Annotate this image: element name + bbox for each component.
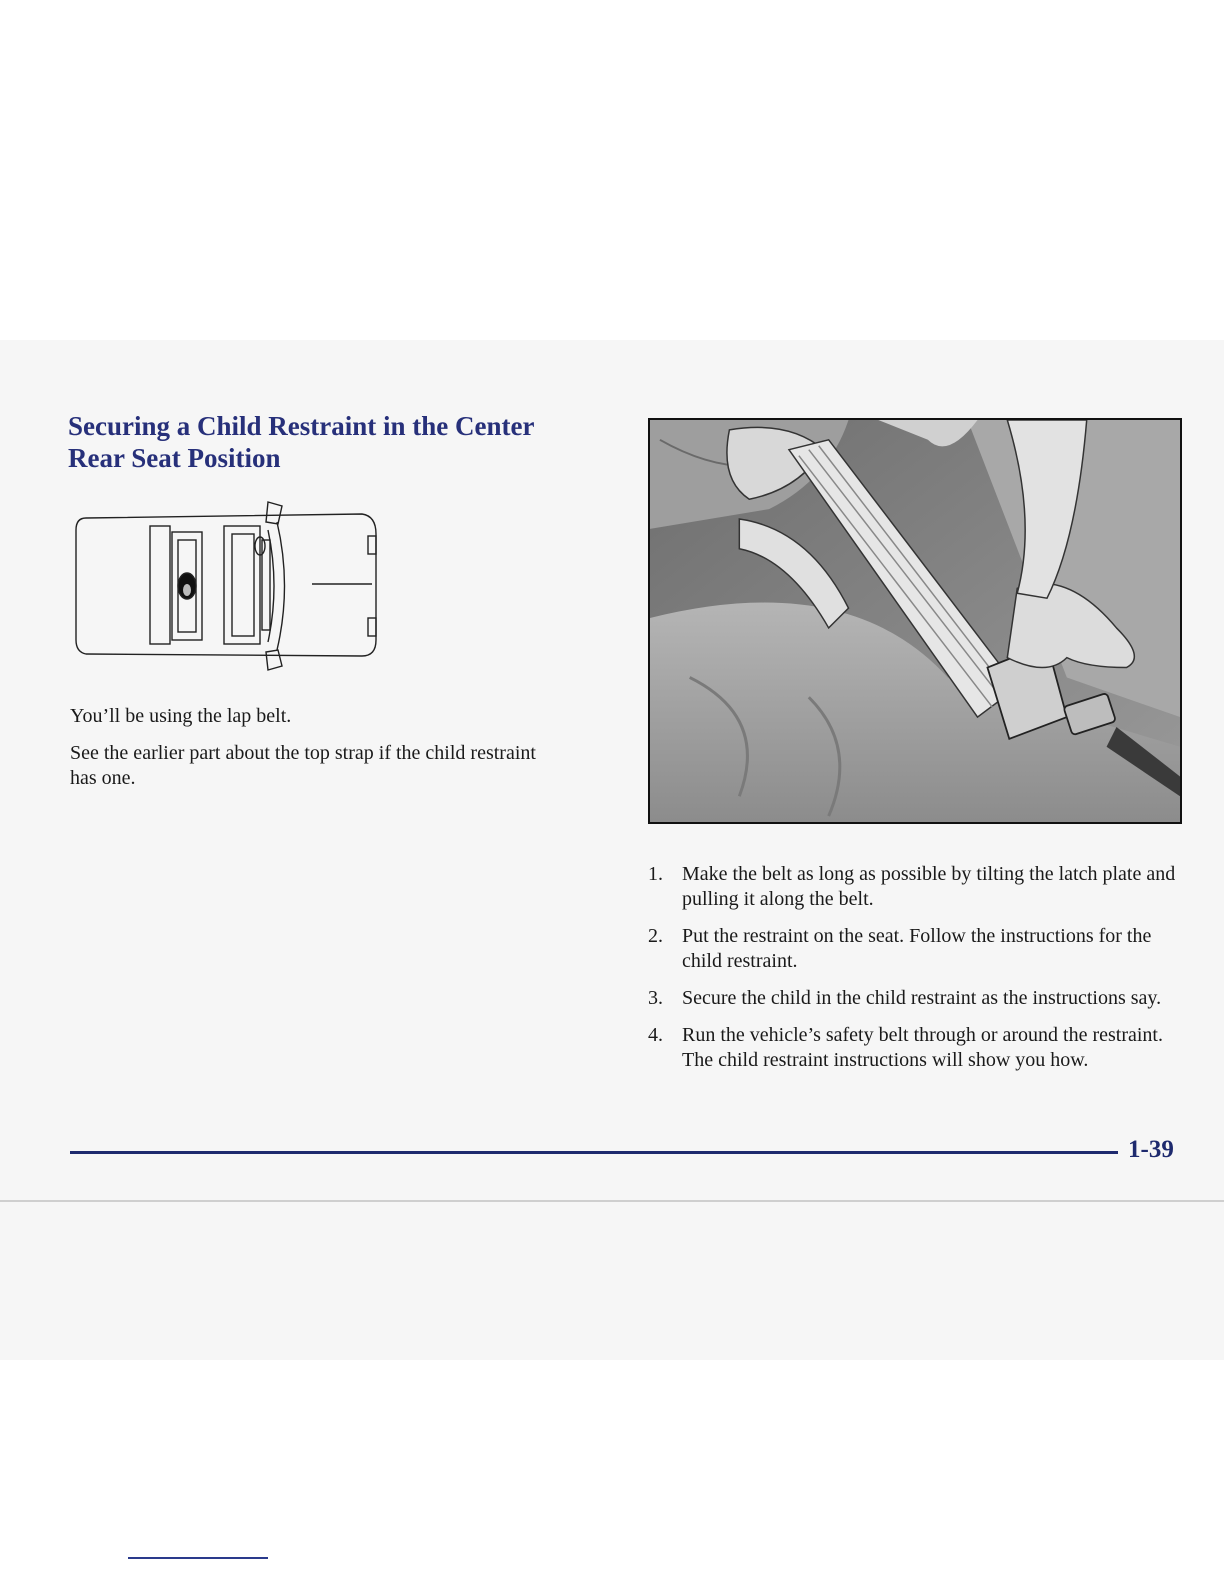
section-heading: Securing a Child Restraint in the Center Rear Seat Position — [68, 411, 534, 473]
instruction-steps — [648, 862, 1188, 1085]
step-number: 3. — [648, 987, 663, 1009]
step-number: 2. — [648, 925, 663, 947]
intro-text — [70, 704, 550, 803]
page-number: 1-39 — [1128, 1136, 1174, 1163]
vehicle-seat-diagram — [72, 500, 392, 672]
step-text: Secure the child in the child restraint as the instructions say. — [682, 987, 1162, 1009]
vehicle-body-outline — [76, 514, 376, 656]
list-item — [648, 862, 1188, 912]
seat-belt-illustration — [648, 418, 1182, 824]
step-text: Put the restraint on the seat. Follow the instructions for the child restraint. — [682, 925, 1152, 972]
list-item — [648, 924, 1188, 974]
list-item — [648, 1023, 1188, 1073]
step-number: 4. — [648, 1024, 663, 1046]
footer-mark — [128, 1557, 268, 1559]
list-item — [648, 986, 1188, 1011]
intro-paragraph: See the earlier part about the top strap if the child restraint has one. — [70, 742, 536, 789]
footer-rule — [70, 1151, 1118, 1154]
step-text: Make the belt as long as possible by tilting the latch plate and pulling it along the belt. — [682, 863, 1176, 910]
rear-seat-left — [150, 526, 170, 644]
page-edge-divider — [0, 1200, 1224, 1202]
intro-paragraph: You’ll be using the lap belt. — [70, 705, 292, 727]
step-number: 1. — [648, 863, 663, 885]
step-text: Run the vehicle’s safety belt through or around the restraint. The child restraint instructions will show you how. — [682, 1024, 1163, 1071]
